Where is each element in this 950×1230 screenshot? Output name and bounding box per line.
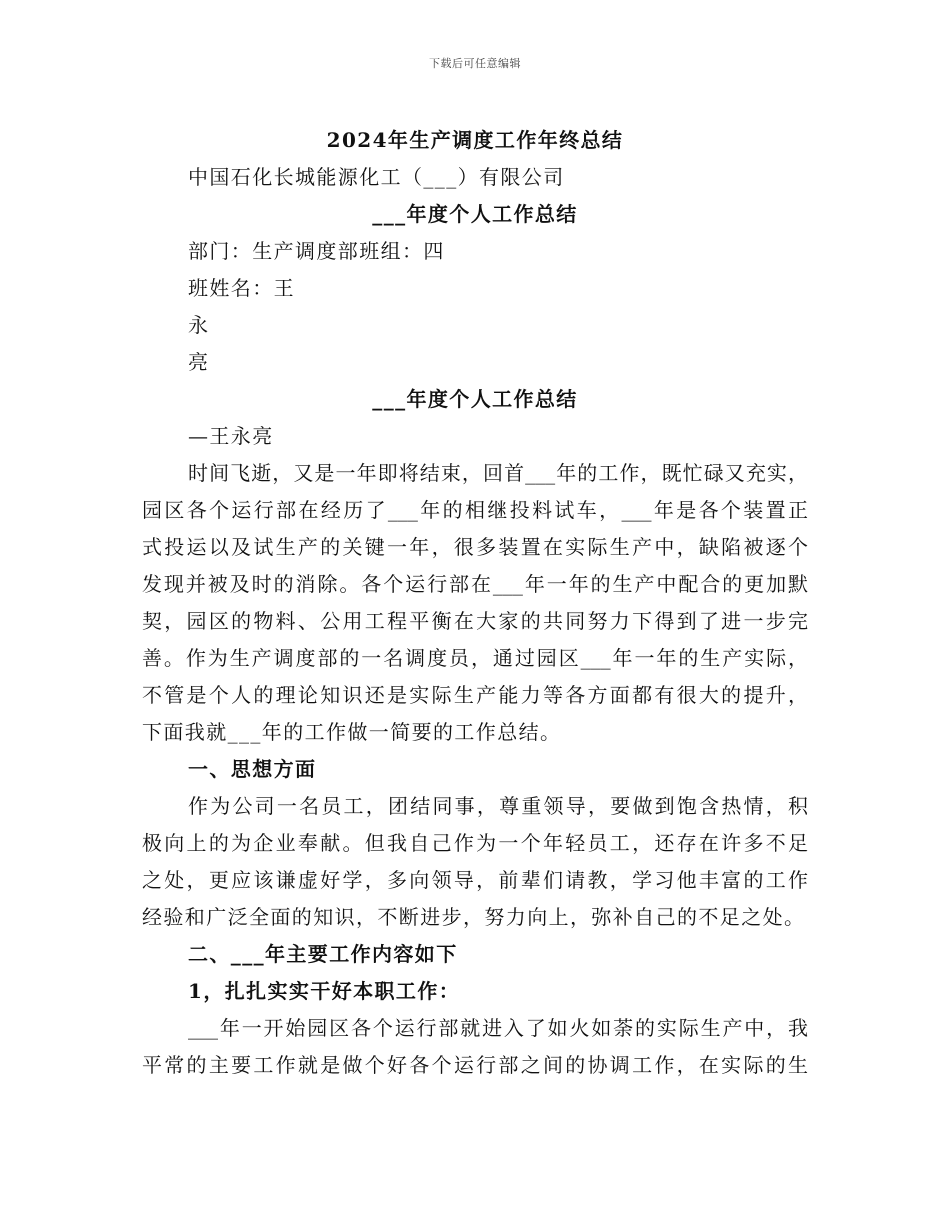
- paragraph-line: 平常的主要工作就是做个好各个运行部之间的协调工作，在实际的生: [142, 1053, 808, 1077]
- paragraph-line: ___年一开始园区各个运行部就进入了如火如荼的实际生产中，我: [188, 1016, 808, 1040]
- subsection-heading: 1，扎扎实实干好本职工作：: [188, 979, 461, 1003]
- paragraph-line: 契，园区的物料、公用工程平衡在大家的共同努力下得到了进一步完: [142, 609, 808, 633]
- section-heading: 二、___年主要工作内容如下: [188, 942, 458, 966]
- page-header-note: 下载后可任意编辑: [429, 57, 521, 70]
- document-body: [142, 122, 808, 1084]
- paragraph-line: 之处，更应该谦虚好学，多向领导，前辈们请教，学习他丰富的工作: [142, 868, 808, 892]
- subtitle-annual-summary: ___年度个人工作总结: [372, 387, 578, 411]
- paragraph-line: 不管是个人的理论知识还是实际生产能力等各方面都有很大的提升，: [142, 683, 808, 707]
- author-line: —王永亮: [188, 424, 274, 448]
- document-title: 2024年生产调度工作年终总结: [326, 128, 624, 152]
- paragraph-line: 经验和广泛全面的知识，不断进步，努力向上，弥补自己的不足之处。: [142, 905, 806, 929]
- paragraph-line: 时间飞逝，又是一年即将结束，回首___年的工作，既忙碌又充实，: [188, 461, 808, 485]
- name-char-line: 亮: [188, 350, 210, 374]
- paragraph-line: 园区各个运行部在经历了___年的相继投料试车，___年是各个装置正: [142, 498, 808, 522]
- paragraph-line: 发现并被及时的消除。各个运行部在___年一年的生产中配合的更加默: [142, 572, 808, 596]
- name-line: 班姓名：王: [188, 276, 295, 300]
- paragraph-line: 作为公司一名员工，团结同事，尊重领导，要做到饱含热情，积: [188, 794, 808, 818]
- company-name-line: 中国石化长城能源化工（___）有限公司: [188, 165, 565, 189]
- subtitle-annual-summary: ___年度个人工作总结: [372, 202, 578, 226]
- paragraph-line: 式投运以及试生产的关键一年，很多装置在实际生产中，缺陷被逐个: [142, 535, 808, 559]
- department-line: 部门：生产调度部班组：四: [188, 239, 445, 263]
- section-heading: 一、思想方面: [188, 757, 317, 781]
- paragraph-line: 极向上的为企业奉献。但我自己作为一个年轻员工，还存在许多不足: [142, 831, 808, 855]
- paragraph-line: 善。作为生产调度部的一名调度员，通过园区___年一年的生产实际，: [142, 646, 808, 670]
- name-char-line: 永: [188, 313, 210, 337]
- paragraph-line: 下面我就___年的工作做一简要的工作总结。: [142, 720, 562, 744]
